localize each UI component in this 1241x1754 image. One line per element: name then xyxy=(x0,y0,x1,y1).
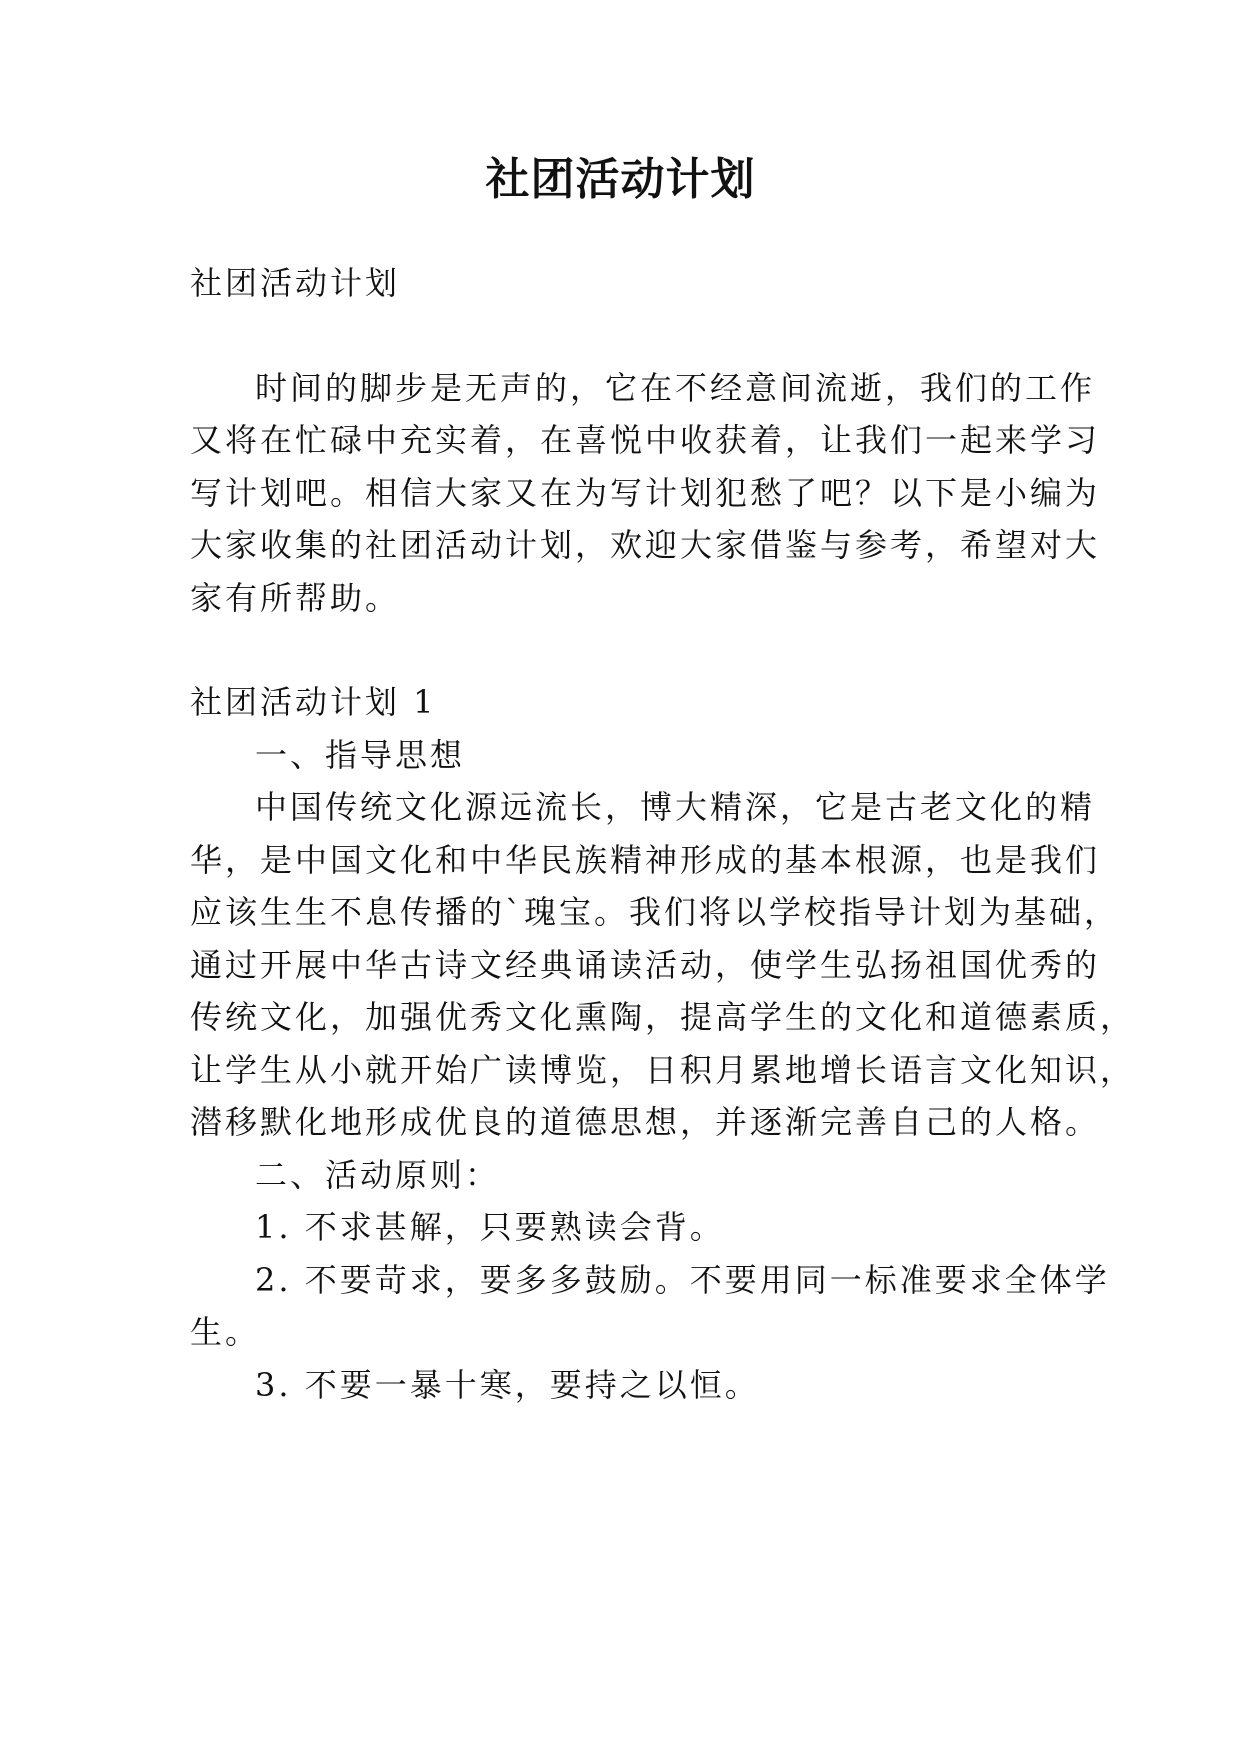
part1-line: 让学生从小就开始广读博览，日积月累地增长语言文化知识， xyxy=(190,1051,1136,1089)
principle-item: 生。 xyxy=(190,1313,261,1351)
document-subtitle: 社团活动计划 xyxy=(190,264,401,302)
intro-line: 写计划吧。相信大家又在为写计划犯愁了吧？以下是小编为 xyxy=(190,474,1101,512)
part1-line: 华，是中国文化和中华民族精神形成的基本根源，也是我们 xyxy=(190,841,1101,879)
part1-line: 传统文化，加强优秀文化熏陶，提高学生的文化和道德素质， xyxy=(190,998,1136,1036)
part2-heading: 二、活动原则： xyxy=(255,1156,501,1194)
principle-item: 1. 不求甚解，只要熟读会背。 xyxy=(255,1208,725,1246)
part1-line: 应该生生不息传播的`瑰宝。我们将以学校指导计划为基础， xyxy=(190,893,1120,931)
part1-line: 潜移默化地形成优良的道德思想，并逐渐完善自己的人格。 xyxy=(190,1103,1101,1141)
intro-line: 大家收集的社团活动计划，欢迎大家借鉴与参考，希望对大 xyxy=(190,526,1101,564)
intro-line: 又将在忙碌中充实着，在喜悦中收获着，让我们一起来学习 xyxy=(190,421,1101,459)
intro-line: 家有所帮助。 xyxy=(190,579,401,617)
part1-line: 中国传统文化源远流长，博大精深，它是古老文化的精 xyxy=(255,788,1096,826)
part1-line: 通过开展中华古诗文经典诵读活动，使学生弘扬祖国优秀的 xyxy=(190,946,1101,984)
principle-item: 3. 不要一暴十寒，要持之以恒。 xyxy=(255,1366,760,1404)
document-title: 社团活动计划 xyxy=(485,154,756,205)
intro-line: 时间的脚步是无声的，它在不经意间流逝，我们的工作 xyxy=(255,369,1096,407)
part1-heading: 一、指导思想 xyxy=(255,736,466,774)
section-heading: 社团活动计划 1 xyxy=(190,683,437,721)
principle-item: 2. 不要苛求，要多多鼓励。不要用同一标准要求全体学 xyxy=(255,1261,1110,1299)
